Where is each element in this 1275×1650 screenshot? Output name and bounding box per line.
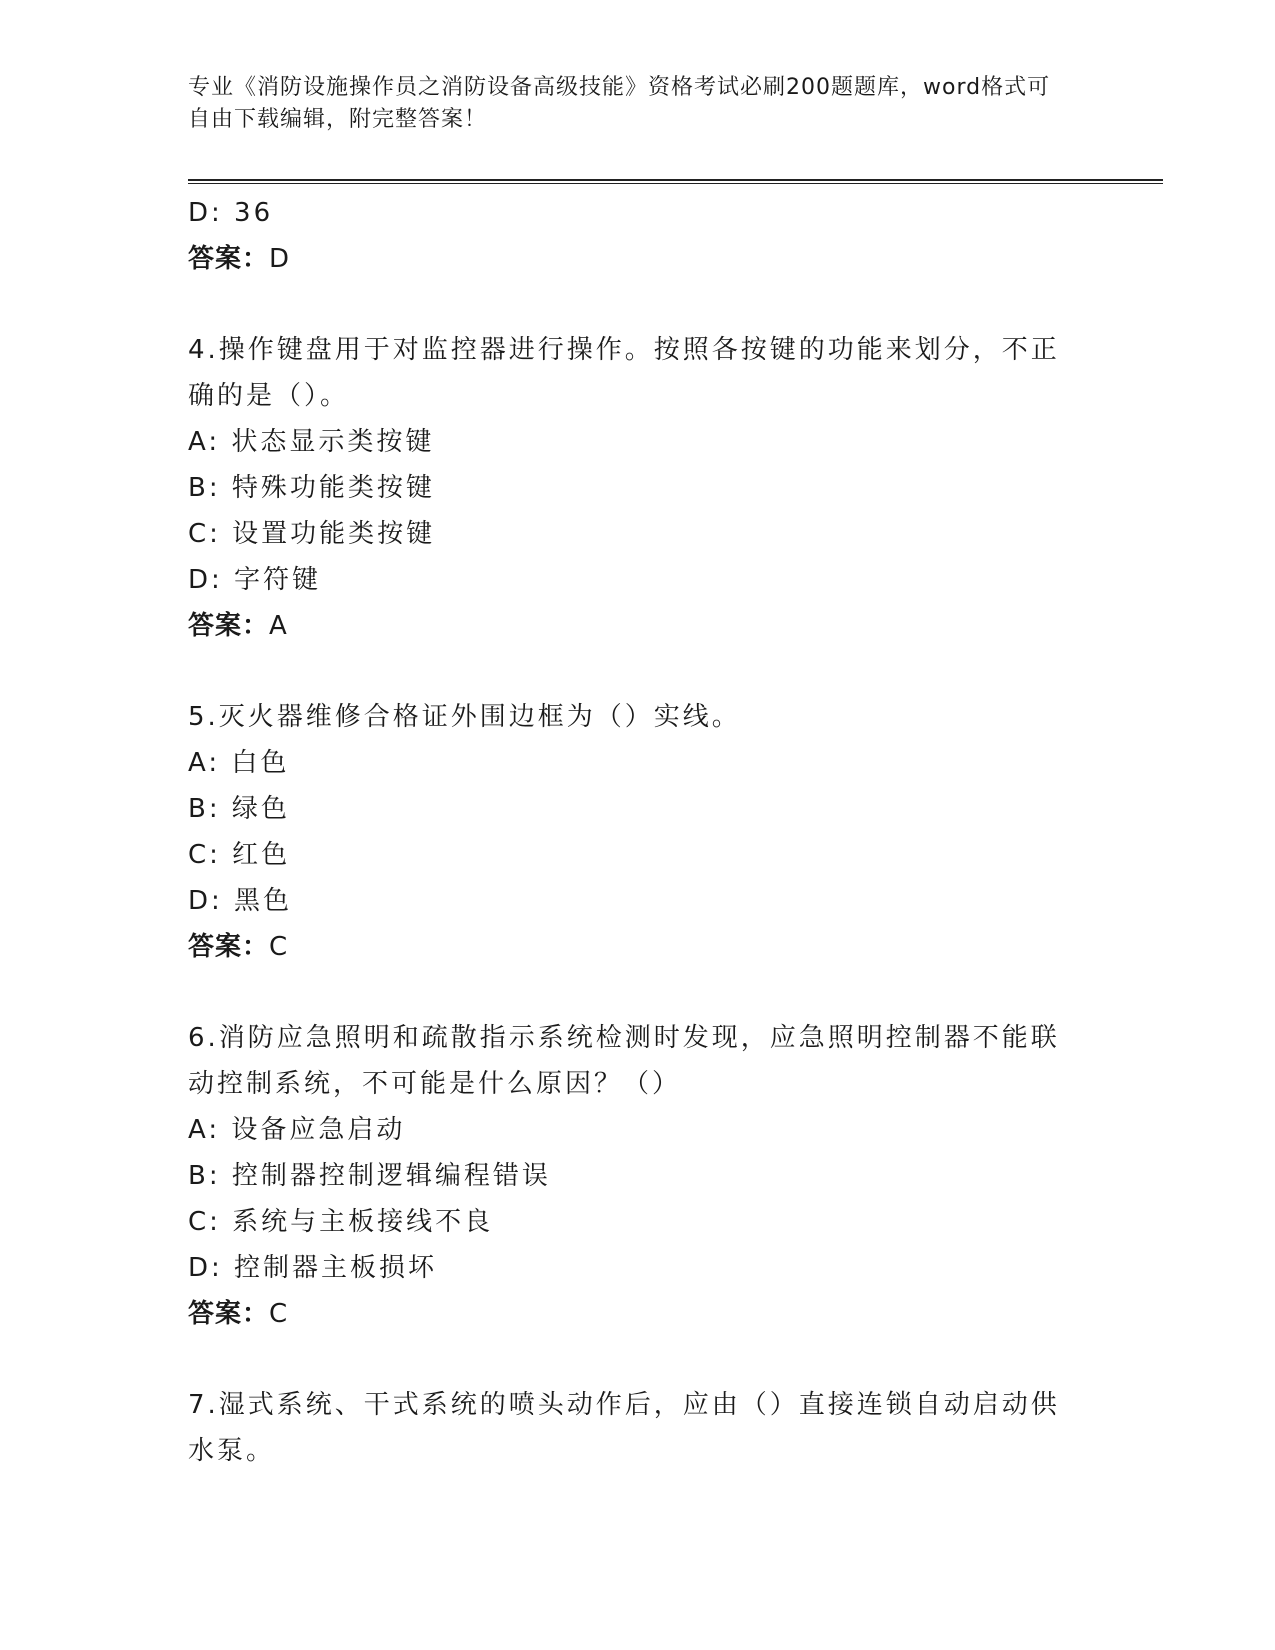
answer-label: 答案： [188,244,270,274]
answer-value: A [269,611,288,641]
question-stem: 4.操作键盘用于对监控器进行操作。按照各按键的功能来划分，不正确的是（）。 [188,335,1060,411]
answer-line [188,924,1068,970]
answer-line [188,1291,1068,1337]
option-item: B: 特殊功能类按键 [188,473,435,503]
option-item: A: 设备应急启动 [188,1115,406,1145]
option-item: A: 白色 [188,748,290,778]
question-block [188,694,1068,970]
answer-label: 答案： [188,932,270,962]
option-item: C: 红色 [188,840,291,870]
question-stem: 5.灭火器维修合格证外围边框为（）实线。 [188,702,741,732]
question-block [188,1382,1068,1474]
answer-label: 答案： [188,611,270,641]
answer-value: D [269,244,291,274]
answer-value: C [269,932,289,962]
question-block [188,1015,1068,1337]
question-stem: 6.消防应急照明和疏散指示系统检测时发现，应急照明控制器不能联动控制系统，不可能是什么原因？（） [188,1023,1060,1099]
page-header: 专业《消防设施操作员之消防设备高级技能》资格考试必刷200题题库，word格式可自由下载编辑，附完整答案！ [188,75,1051,132]
answer-line [188,236,1068,282]
option-item: A: 状态显示类按键 [188,427,435,457]
option-item: B: 控制器控制逻辑编程错误 [188,1161,551,1191]
option-item: D: 黑色 [188,886,293,916]
answer-line [188,603,1068,649]
option-item: D: 控制器主板损坏 [188,1253,438,1283]
option-item: D: 字符键 [188,565,322,595]
question-stem: 7.湿式系统、干式系统的喷头动作后，应由（）直接连锁自动启动供水泵。 [188,1390,1060,1466]
answer-label: 答案： [188,1299,270,1329]
header-rule-thin [188,183,1163,184]
option-item: D: 36 [188,198,274,228]
question-content [188,190,1068,1474]
option-item: C: 设置功能类按键 [188,519,436,549]
option-item: C: 系统与主板接线不良 [188,1207,494,1237]
option-item: B: 绿色 [188,794,290,824]
header-rule-thick [188,179,1163,181]
question-block [188,327,1068,649]
answer-value: C [269,1299,289,1329]
